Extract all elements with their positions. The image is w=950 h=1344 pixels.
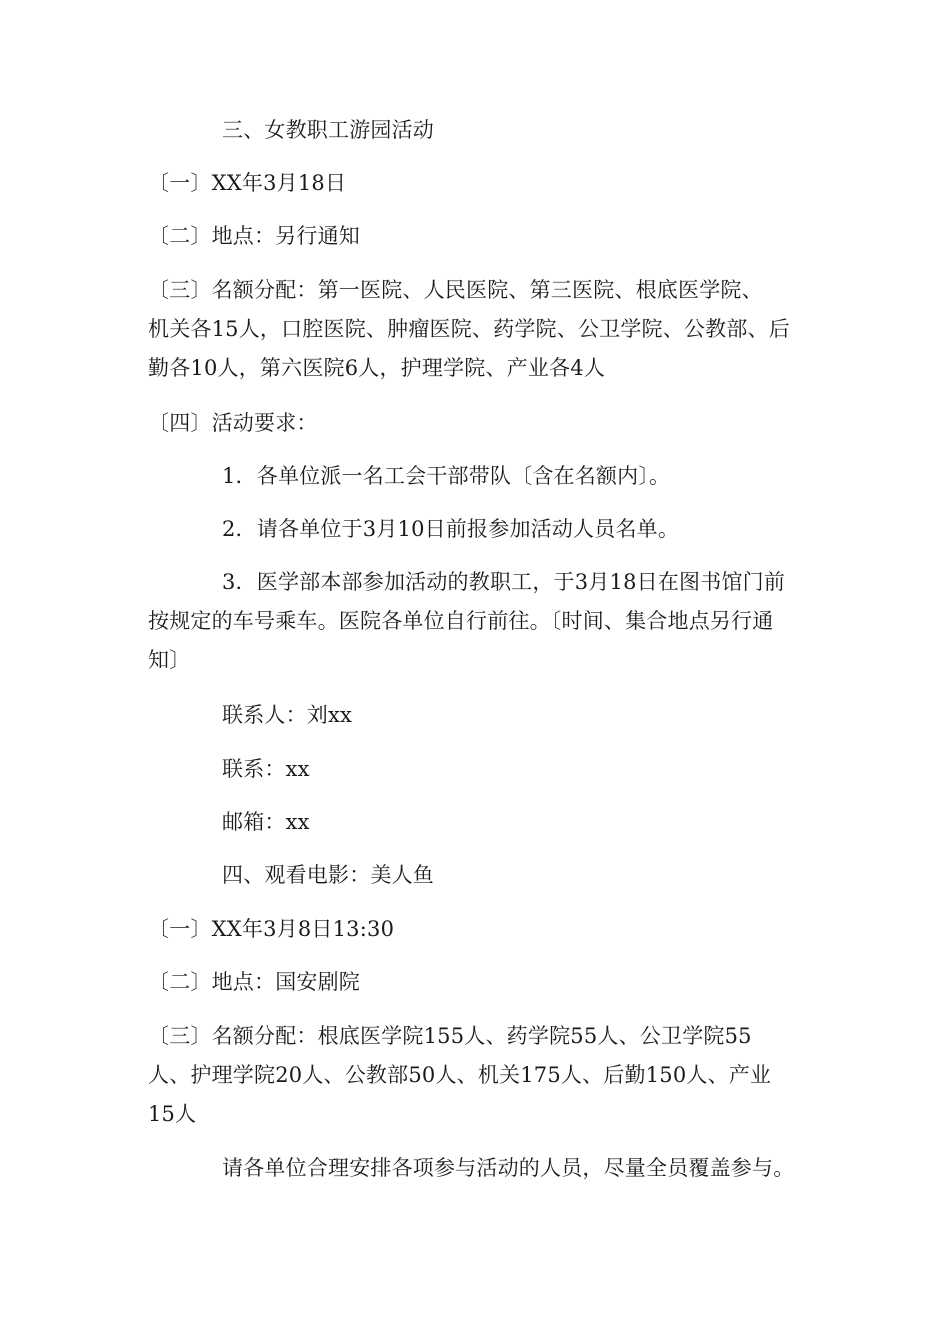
requirement-2: 2．请各单位于3月10日前报参加活动人员名单。 <box>222 517 680 541</box>
requirement-3-line-3: 知〕 <box>148 648 191 672</box>
contact-person: 联系人：刘xx <box>222 703 353 727</box>
section-4-quota-line-3: 15人 <box>148 1102 197 1126</box>
closing-note: 请各单位合理安排各项参与活动的人员，尽量全员覆盖参与。 <box>222 1156 795 1180</box>
section-3-requirements-title: 〔四〕活动要求： <box>148 411 318 435</box>
section-3-title: 三、女教职工游园活动 <box>222 118 434 142</box>
requirement-3-line-1: 3．医学部本部参加活动的教职工，于3月18日在图书馆门前 <box>222 570 786 594</box>
section-4-quota-line-2: 人、护理学院20人、公教部50人、机关175人、后勤150人、产业 <box>148 1063 772 1087</box>
section-3-quota-line-1: 〔三〕名额分配：第一医院、人民医院、第三医院、根底医学院、 <box>148 278 763 302</box>
contact-email: 邮箱：xx <box>222 810 310 834</box>
section-4-location: 〔二〕地点：国安剧院 <box>148 970 360 994</box>
contact-phone: 联系：xx <box>222 757 310 781</box>
section-4-datetime: 〔一〕XX年3月8日13:30 <box>148 917 395 941</box>
section-3-quota-line-2: 机关各15人，口腔医院、肿瘤医院、药学院、公卫学院、公教部、后 <box>148 317 790 341</box>
section-3-quota-line-3: 勤各10人，第六医院6人，护理学院、产业各4人 <box>148 356 606 380</box>
requirement-1: 1．各单位派一名工会干部带队〔含在名额内〕。 <box>222 464 671 488</box>
section-4-quota-line-1: 〔三〕名额分配：根底医学院155人、药学院55人、公卫学院55 <box>148 1024 752 1048</box>
section-3-location: 〔二〕地点：另行通知 <box>148 224 360 248</box>
section-4-title: 四、观看电影：美人鱼 <box>222 863 434 887</box>
section-3-date: 〔一〕XX年3月18日 <box>148 171 347 195</box>
requirement-3-line-2: 按规定的车号乘车。医院各单位自行前往。〔时间、集合地点另行通 <box>148 609 774 633</box>
